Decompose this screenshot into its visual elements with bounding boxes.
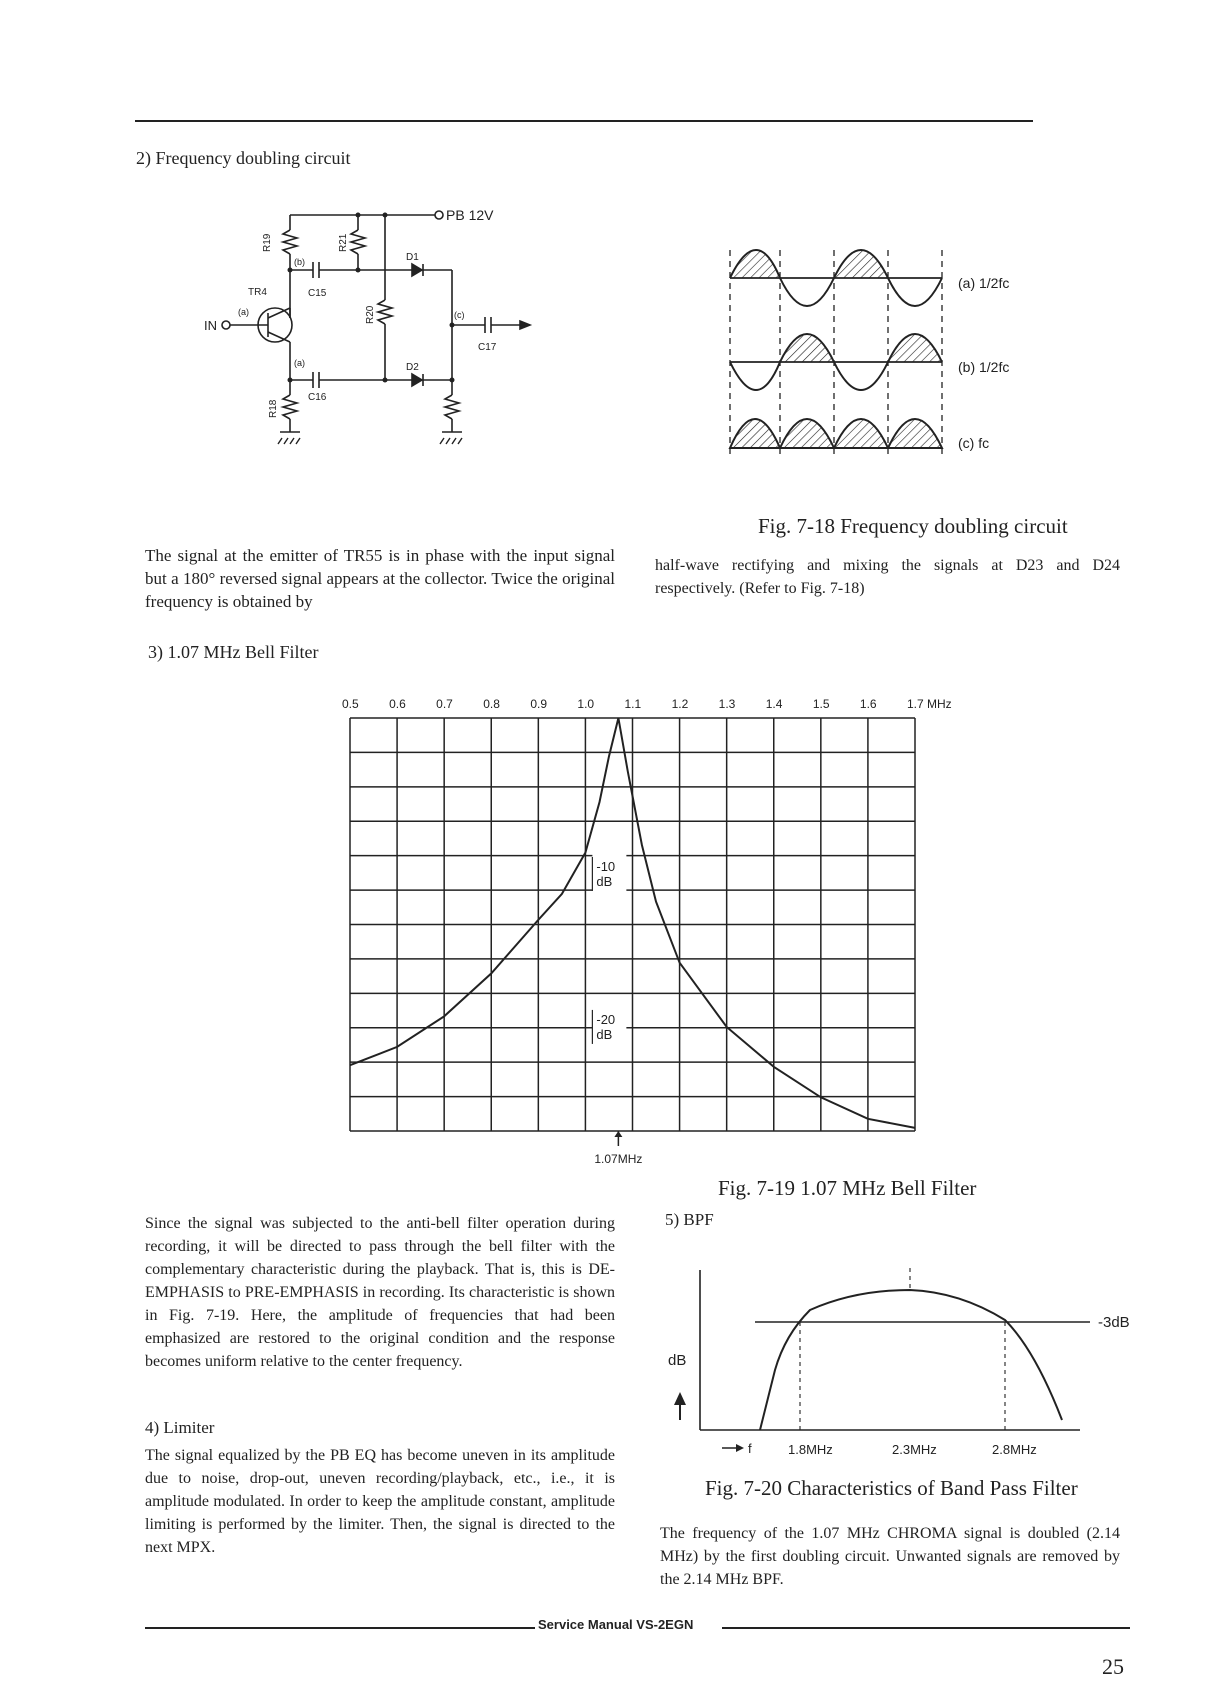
- r21-label: R21: [338, 233, 349, 252]
- r20-label: R20: [365, 305, 376, 324]
- bpf-ylabel: dB: [668, 1352, 687, 1369]
- paragraph-doubling-right: half-wave rectifying and mixing the signals at D23 and D24 respectively. (Refer to Fig. 7-18): [655, 557, 1120, 597]
- section-heading-3: 3) 1.07 MHz Bell Filter: [148, 642, 319, 662]
- header-rule: [135, 120, 1033, 122]
- footer-rule-left: [145, 1627, 535, 1629]
- bpf-tick-1: 1.8MHz: [788, 1442, 833, 1457]
- section-heading-2: 2) Frequency doubling circuit: [136, 148, 351, 168]
- bell-center-arrow: [614, 1131, 622, 1137]
- bell-ylabel-value: -10: [596, 858, 616, 874]
- bell-x-tick: 1.2: [671, 697, 689, 711]
- bell-x-tick: 1.4: [765, 697, 783, 711]
- bell-x-tick: 1.6: [859, 697, 877, 711]
- bell-x-tick: 0.6: [389, 697, 406, 711]
- bell-x-tick: 0.5: [342, 697, 359, 711]
- footer-rule-right: [722, 1627, 1130, 1629]
- c17-label: C17: [478, 342, 497, 353]
- c16-label: C16: [308, 392, 327, 403]
- bell-ylabel-unit: dB: [596, 1026, 613, 1042]
- bpf-chart: [660, 1260, 1130, 1460]
- paragraph-bell: Since the signal was subjected to the anti-bell filter operation during recording, it will be directed to pass through the bell filter with the complementary characteristic during the playback. That is, this is DE-EMPHASIS to PRE-EMPHASIS in recording. Its characteristic is shown in Fig. 7-19. Here, the amplitude of frequencies that had been emphasized are restored to the original condition and the response becomes uniform relative to the center frequency.: [145, 1215, 615, 1370]
- section-heading-4: 4) Limiter: [145, 1418, 215, 1437]
- bell-x-tick: 1.5: [812, 697, 830, 711]
- d1-label: D1: [406, 252, 419, 263]
- bell-x-tick: 1.0: [577, 697, 595, 711]
- bell-x-tick: 1.1: [624, 697, 642, 711]
- node-c-label: (c): [454, 310, 465, 320]
- bell-x-tick: 0.8: [483, 697, 500, 711]
- d2-label: D2: [406, 362, 419, 373]
- bell-x-tick: 1.7 MHz: [907, 697, 952, 711]
- bell-x-tick: 0.9: [530, 697, 548, 711]
- waveform-a-label: (a) 1/2fc: [958, 275, 1010, 291]
- node-a-label: (a): [238, 307, 249, 317]
- fig-7-19-caption: Fig. 7-19 1.07 MHz Bell Filter: [718, 1176, 977, 1200]
- bell-x-tick: 1.3: [718, 697, 736, 711]
- bpf-xlabel: f: [748, 1441, 752, 1456]
- paragraph-bpf: The frequency of the 1.07 MHz CHROMA signal is doubled (2.14 MHz) by the first doubling circuit. Unwanted signals are removed by the 2.14 MHz BPF.: [660, 1525, 1120, 1588]
- paragraph-limiter: The signal equalized by the PB EQ has become uneven in its amplitude due to noise, drop-out, uneven recording/playback, etc., i.e., it is amplitude modulated. In order to keep the amplitude constant, amplitude limiting is performed by the limiter. Then, the signal is directed to the next MPX.: [145, 1447, 615, 1556]
- page-number: 25: [1102, 1654, 1124, 1679]
- transistor-label: TR4: [248, 287, 267, 298]
- bpf-curve: [760, 1290, 1062, 1430]
- section-heading-5: 5) BPF: [665, 1210, 714, 1229]
- bpf-level-label: -3dB: [1098, 1314, 1130, 1331]
- waveform-diagram: [720, 240, 1050, 470]
- bell-ylabel-value: -20: [596, 1011, 616, 1027]
- r18-label: R18: [268, 399, 279, 418]
- bell-filter-chart: [330, 688, 980, 1168]
- r19-label: R19: [262, 233, 273, 252]
- bell-center-label: 1.07MHz: [594, 1152, 643, 1166]
- bpf-tick-2: 2.3MHz: [892, 1442, 937, 1457]
- c15-label: C15: [308, 288, 327, 299]
- waveform-c-label: (c) fc: [958, 435, 990, 451]
- paragraph-doubling-left: The signal at the emitter of TR55 is in phase with the input signal but a 180° reversed signal appears at the collector. Twice the original frequency is obtained by: [145, 546, 615, 611]
- bell-ylabel-unit: dB: [596, 873, 613, 889]
- waveform-b-label: (b) 1/2fc: [958, 359, 1010, 375]
- fig-7-18-caption: Fig. 7-18 Frequency doubling circuit: [758, 514, 1068, 538]
- node-a2-label: (a): [294, 358, 305, 368]
- footer-manual: Service Manual VS-2EGN: [538, 1617, 694, 1632]
- frequency-doubling-circuit: [180, 200, 540, 460]
- node-b-label: (b): [294, 257, 305, 267]
- fig-7-20-caption: Fig. 7-20 Characteristics of Band Pass Filter: [705, 1476, 1078, 1500]
- bpf-tick-3: 2.8MHz: [992, 1442, 1037, 1457]
- bell-x-tick: 0.7: [436, 697, 453, 711]
- input-label: IN: [204, 318, 217, 333]
- supply-label: PB 12V: [446, 207, 494, 223]
